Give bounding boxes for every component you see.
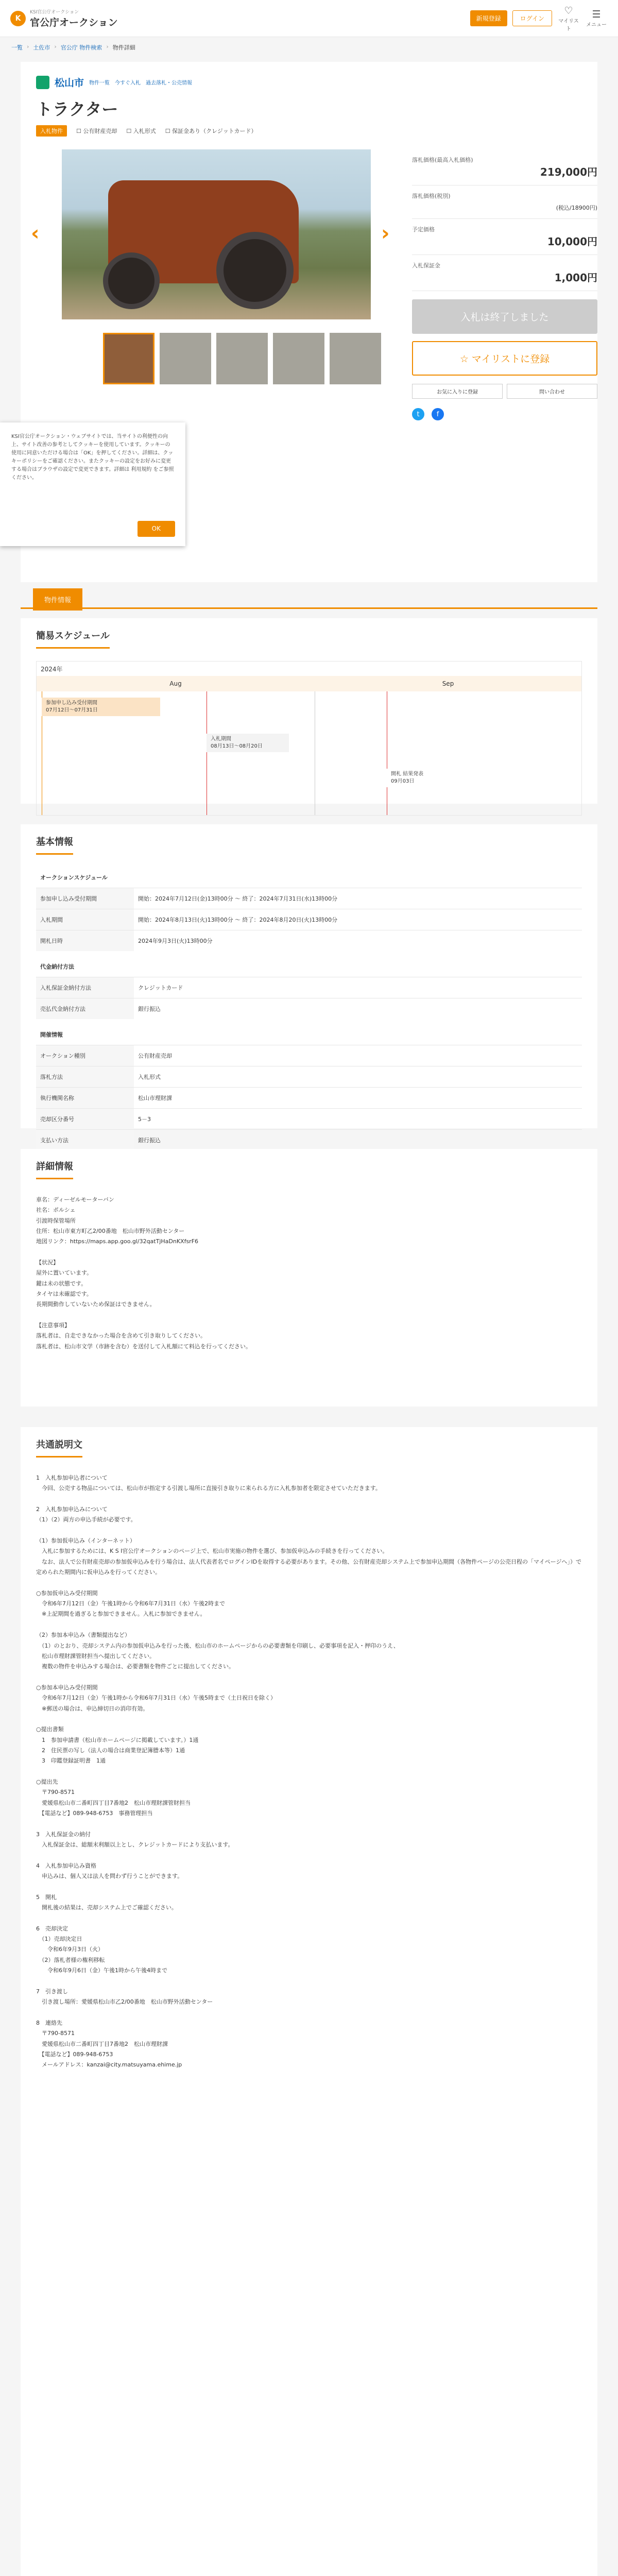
menu-icon: ☰ — [592, 9, 601, 20]
table-row — [36, 1066, 582, 1088]
site-logo[interactable] — [10, 8, 118, 29]
tag-bid-format: ☐ 入札形式 — [126, 128, 156, 134]
detail-section — [21, 1149, 597, 1406]
table-cell: 公有財産売却 — [134, 1045, 582, 1066]
basic-info-title: 基本情報 — [36, 835, 73, 855]
cookie-text: KSI官公庁オークション・ウェブサイトでは、当サイトの利便性の向上、サイト改善の参考としてクッキーを使用しています。クッキーの使用に同意いただける場合は「OK」を押してください。詳細は、クッキーポリシーをご確認ください。またクッキーの設定をお好みに変更する場合はブラウザの設定で変更できます。詳細は 利用規約 をご参照ください。 — [11, 434, 174, 481]
price-row — [412, 185, 597, 219]
month-header: Sep — [315, 676, 581, 691]
social-share — [412, 408, 597, 420]
mylist-header-button[interactable] — [557, 5, 580, 32]
table-cell: 落札方法 — [36, 1066, 134, 1088]
table-cell: 開札日時 — [36, 930, 134, 952]
price-value: 219,000円 — [540, 166, 597, 178]
government-header — [36, 75, 582, 89]
logo-mark-icon: K — [10, 11, 26, 26]
table-row — [36, 1088, 582, 1109]
cookie-banner — [0, 422, 185, 546]
table-cell: 松山市理財課 — [134, 1088, 582, 1109]
month-header: Aug — [37, 676, 315, 691]
group-header: 代金納付方法 — [36, 951, 582, 977]
item-tags — [36, 125, 582, 137]
table-cell: 入札期間 — [36, 909, 134, 930]
table-cell: 開始：2024年8月13日(火)13時00分 ～ 終了：2024年8月20日(火)13時00分 — [134, 909, 582, 930]
thumbnail[interactable] — [273, 333, 324, 384]
table-row — [36, 1109, 582, 1130]
bid-ended-button: 入札は終了しました — [412, 299, 597, 334]
thumbnail[interactable] — [330, 333, 381, 384]
table-row — [36, 977, 582, 998]
table-cell: 2024年9月3日(火)13時00分 — [134, 930, 582, 952]
menu-label: メニュー — [586, 22, 607, 28]
table-cell: 支払い方法 — [36, 1130, 134, 1151]
next-photo-arrow-icon[interactable]: › — [381, 222, 390, 245]
mylist-label: マイリストに登録 — [471, 353, 550, 365]
thumbnail-strip — [103, 333, 381, 384]
gov-link-bid[interactable]: 今すぐ入札 — [115, 80, 141, 86]
group-header: 開催情報 — [36, 1019, 582, 1045]
price-row — [412, 219, 597, 255]
thumbnail[interactable] — [216, 333, 268, 384]
breadcrumb-item[interactable]: 一覧 — [11, 44, 23, 51]
table-cell: 銀行振込 — [134, 998, 582, 1020]
table-cell: 参加申し込み受付期間 — [36, 888, 134, 909]
basic-info-table — [36, 862, 582, 1150]
schedule-year: 2024年 — [41, 666, 63, 673]
tractor-rear-wheel — [216, 232, 294, 309]
menu-button[interactable] — [585, 9, 608, 28]
government-name[interactable]: 松山市 — [55, 77, 84, 89]
breadcrumb-current: 物件詳細 — [112, 44, 135, 51]
tab-item-info[interactable]: 物件情報 — [33, 588, 82, 611]
mylist-label: マイリスト — [558, 18, 579, 32]
site-header — [0, 0, 618, 37]
twitter-icon[interactable]: t — [412, 408, 424, 420]
table-cell: クレジットカード — [134, 977, 582, 998]
schedule-section — [21, 618, 597, 804]
item-title: トラクター — [36, 99, 118, 119]
cookie-ok-button[interactable]: OK — [138, 521, 175, 537]
table-row — [36, 888, 582, 909]
logo-text: 官公庁オークション — [30, 16, 118, 28]
detail-text: 車名：ディーゼルモーターバン 社名：ポルシェ 引渡時保管場所 住所：松山市東方町乙2/00番地 松山市野外活動センター 地図リンク：https://maps.app.goo.gl/32qatTjHaDnKXfsrF6 【状況】 屋外に置いています。 鍵は未の状態です。 タイヤは未確認です。 長期間動作していないため保証はできません。 【注意事項】 落札者は、自走できなかった場合を含めて引き取りしてください。 落札者は、松山市文学（市跡を含む）を送付して入札額にて料込を行ってください。 — [36, 1196, 251, 1350]
gov-link-past[interactable]: 過去落札・公売情報 — [146, 80, 193, 86]
table-row — [36, 930, 582, 952]
login-button[interactable]: ログイン — [512, 10, 552, 26]
register-button[interactable]: 新規登録 — [470, 10, 507, 26]
breadcrumb-item[interactable]: 官公庁 物件検索 — [60, 44, 102, 51]
table-cell: 売払代金納付方法 — [36, 998, 134, 1020]
common-text: 1 入札参加申込者について 今回、公売する物品については、松山市が指定する引渡し場所に直接引き取りに来られる方に入札参加者を限定させていただきます。 2 入札参加申込みについて （1）（2）両方の申込手続が必要です。 （1）参加仮申込み（インターネット） 入札に参加するためには、K S I官公庁オークションのページ上で、松山市実施の物件を選び、参加仮申込みの手続きを行ってください。 なお、法人で公有財産売却の参加仮申込みを行う場合は、法人代表者名でログインIDを取得する必要があります。その他、公有財産売却システム上で参加申込期間（各物件ページの公売日程の「マイページへ」）で定められた期間内に仮申込みを行ってください。 ○参加仮申込み受付期間 令和6年7月12日（金）午後1時から令和6年7月31日（水）午後2時まで ※上記期間を過ぎると参加できません。入札に参加できません。 （2）参加本申込み（書類提出など） （1）のとおり、売却システム内の参加仮申込みを行った後、松山市のホームページからの必要書類を印刷し、必要事項を記入・押印のうえ、 松山市理財課管財担当へ提出してください。 複数の物件を申込みする場合は、必要書類を物件ごとに提出してください。 ○参加本申込み受付期間 令和6年7月12日（金）午後1時から令和6年7月31日（水）午後5時まで（土日祝日を除く） ※郵送の場合は、申込締切日の消印有効。 ○提出書類 1 参加申請書（松山市ホームページに掲載しています。）1通 2 住民票の写し（法人の場合は商業登記簿謄本等）1通 3 印鑑登録証明書 1通 ○提出先 〒790-8571 愛媛県松山市二番町四丁目7番地2 松山市理財課管財担当 【電話など】089-948-6753 事務管理担当 3 入札保証金の納付 入札保証金は、総額末利額以上とし、クレジットカードにより支払います。 4 入札参加申込み資格 申込みは、個人又は法人を問わず行うことができます。 5 開札 開札後の結果は、売却システム上でご確認ください。 6 売却決定 （1）売却決定日 令和6年9月3日（火） （2）落札者様の権利移転 令和6年9月6日（金）午後1時から午後4時まで 7 引き渡し 引き渡し場所：愛媛県松山市乙2/00番地 松山市野外活動センター 8 連絡先 〒790-8571 愛媛県松山市二番町四丁目7番地2 松山市理財課 【電話など】089-948-6753 メールアドレス：kanzai@city.matsuyama.ehime.jp — [36, 1475, 582, 2069]
schedule-bar-bid: 入札期間 08月13日～08月20日 — [207, 734, 289, 752]
favorite-button[interactable]: お気に入りに登録 — [412, 384, 503, 399]
detail-title: 詳細情報 — [36, 1159, 73, 1179]
schedule-bar-application: 参加申し込み受付期間 07月12日～07月31日 — [42, 698, 160, 716]
table-row — [36, 909, 582, 930]
price-value: 10,000円 — [547, 235, 597, 248]
table-cell: 売却区分番号 — [36, 1109, 134, 1130]
breadcrumb-item[interactable]: 土佐市 — [33, 44, 50, 51]
facebook-icon[interactable]: f — [432, 408, 444, 420]
gallery — [21, 149, 391, 397]
schedule-title: 簡易スケジュール — [36, 629, 110, 649]
table-cell: 執行機関名称 — [36, 1088, 134, 1109]
gov-link-items[interactable]: 物件一覧 — [89, 80, 110, 86]
tractor-front-wheel — [103, 252, 160, 309]
table-row — [36, 1045, 582, 1066]
table-cell: 開始：2024年7月12日(金)13時00分 ～ 終了：2024年7月31日(水)13時00分 — [134, 888, 582, 909]
tag-public-property: ☐ 公有財産売却 — [76, 128, 117, 134]
price-value: (税込/18900円) — [556, 205, 597, 211]
thumbnail[interactable] — [103, 333, 154, 384]
logo-sub: KSI官公庁オークション — [30, 9, 79, 15]
common-title: 共通説明文 — [36, 1437, 82, 1458]
schedule-bar-result: 開札 結果発表 09月03日 — [387, 769, 474, 787]
common-description-section — [21, 1427, 597, 2576]
table-cell: 銀行振込 — [134, 1130, 582, 1151]
price-row — [412, 255, 597, 291]
breadcrumb: 一覧 › 土佐市 › 官公庁 物件検索 › 物件詳細 — [11, 43, 135, 51]
group-header: オークションスケジュール — [36, 862, 582, 888]
basic-info-section — [21, 824, 597, 1144]
price-label: 落札価格(税別) — [412, 193, 451, 199]
table-cell: 5－3 — [134, 1109, 582, 1130]
price-label: 入札保証金 — [412, 262, 440, 269]
tag-deposit: ☐ 保証金あり（クレジットカード） — [165, 128, 257, 134]
item-photo[interactable] — [62, 149, 371, 319]
schedule-chart — [36, 661, 582, 816]
tab-bar — [21, 588, 597, 609]
price-sidebar — [412, 149, 597, 420]
table-cell: 入札保証金納付方法 — [36, 977, 134, 998]
price-value: 1,000円 — [554, 272, 597, 284]
table-row — [36, 998, 582, 1020]
thumbnail[interactable] — [160, 333, 211, 384]
table-row — [36, 1130, 582, 1151]
add-to-mylist-button[interactable]: ☆ マイリストに登録 — [412, 341, 597, 376]
city-emblem-icon — [36, 76, 49, 89]
price-label: 落札価格(最高入札価格) — [412, 157, 473, 163]
price-row — [412, 149, 597, 185]
table-cell: 入札形式 — [134, 1066, 582, 1088]
prev-photo-arrow-icon[interactable]: ‹ — [31, 222, 40, 245]
table-cell: オークション種別 — [36, 1045, 134, 1066]
inquiry-button[interactable]: 問い合わせ — [507, 384, 597, 399]
price-label: 予定価格 — [412, 226, 435, 233]
tag-bid-item: 入札物件 — [36, 125, 67, 137]
heart-icon: ♡ — [564, 5, 573, 16]
